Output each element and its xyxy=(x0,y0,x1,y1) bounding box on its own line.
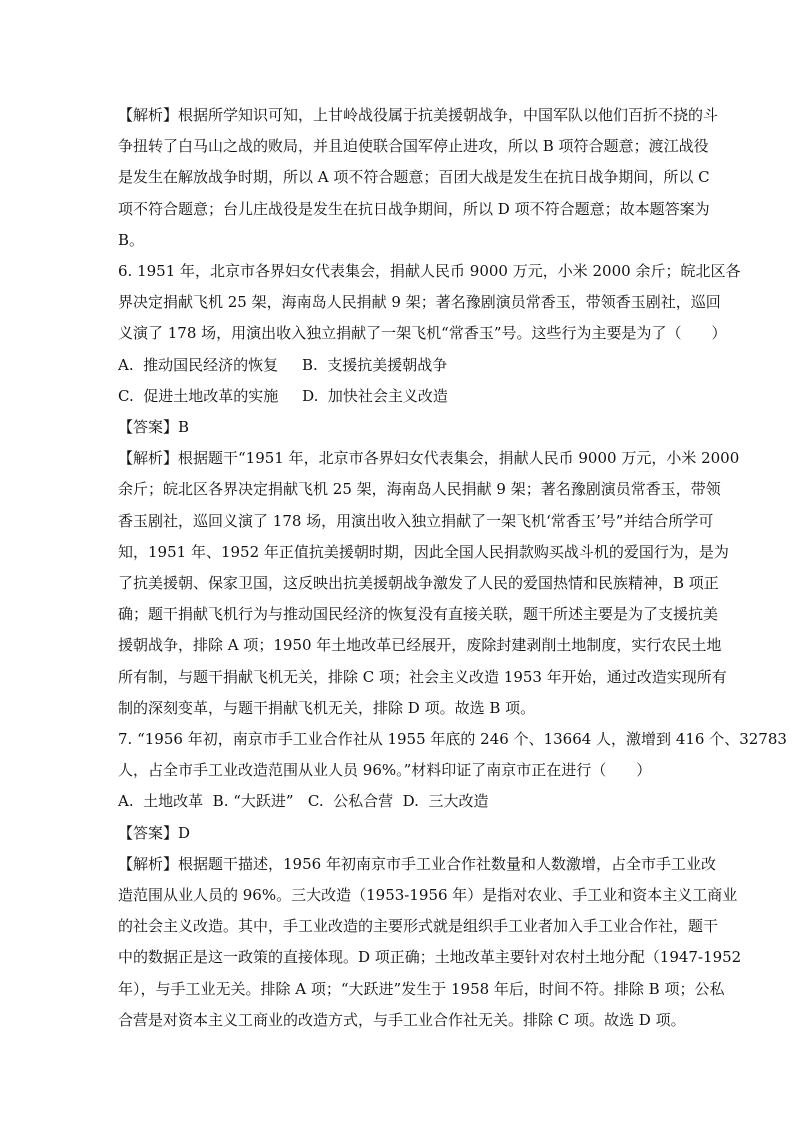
question-7 xyxy=(118,724,787,786)
text-line: 6. 1951 年，北京市各界妇女代表集会，捐献人民币 9000 万元，小米 2000 余斤；皖北区各 xyxy=(118,262,741,281)
analysis-q7 xyxy=(118,849,742,1036)
text-line: 确；题干捐献飞机行为与推动国民经济的恢复没有直接关联，题干所述主要是为了支援抗美 xyxy=(118,605,719,624)
answer-line: 【答案】B xyxy=(118,418,190,437)
text-line: 合营是对资本主义工商业的改造方式，与手工业合作社无关。排除 C 项。故选 D 项。 xyxy=(118,1010,686,1029)
text-line: 【解析】根据所学知识可知，上甘岭战役属于抗美援朝战争，中国军队以他们百折不挠的斗 xyxy=(118,106,719,124)
analysis-q6 xyxy=(118,443,740,724)
answer-q7 xyxy=(118,818,684,849)
text-line: 义演了 178 场，用演出收入独立捐献了一架飞机“常香玉”号。这些行为主要是为了（ ） xyxy=(118,324,727,343)
text-line: 人，占全市手工业改造范围从业人员 96%。”材料印证了南京市正在进行（ ） xyxy=(118,761,652,780)
text-line: 了抗美援朝、保家卫国，这反映出抗美援朝战争激发了人民的爱国热情和民族精神，B 项正 xyxy=(118,574,719,593)
text-line: 中的数据正是这一政策的直接体现。D 项正确；土地改革主要针对农村土地分配（1947-1952 xyxy=(118,948,742,967)
text-line: 【解析】根据题干“1951 年，北京市各界妇女代表集会，捐献人民币 9000 万元，小米 2000 xyxy=(118,449,740,468)
text-line: 项不符合题意；台儿庄战役是发生在抗日战争期间，所以 D 项不符合题意；故本题答案为 xyxy=(118,199,710,218)
answer-line: 【答案】D xyxy=(118,823,191,842)
question-6-options xyxy=(118,350,684,412)
question-7-options xyxy=(118,786,684,817)
text-line: 的社会主义改造。其中，手工业改造的主要形式就是组织手工业者加入手工业合作社，题干 xyxy=(118,917,719,936)
option-line: A. 土地改革 B. “大跃进” C. 公私合营 D. 三大改造 xyxy=(118,792,489,811)
text-line: 知，1951 年、1952 年正值抗美援朝时期，因此全国人民捐款购买战斗机的爱国行为，是为 xyxy=(118,542,729,561)
text-line: 争扭转了白马山之战的败局，并且迫使联合国军停止进攻，所以 B 项符合题意；渡江战役 xyxy=(118,137,709,156)
question-6 xyxy=(118,256,741,350)
text-line: 【解析】根据题干描述，1956 年初南京市手工业合作社数量和人数激增，占全市手工业改 xyxy=(118,854,716,873)
text-line: 7. “1956 年初，南京市手工业合作社从 1955 年底的 246 个、13664 人，激增到 416 个、32783 xyxy=(118,730,787,749)
text-line: 是发生在解放战争时期，所以 A 项不符合题意；百团大战是发生在抗日战争期间，所以 C xyxy=(118,168,710,187)
text-line: B。 xyxy=(118,230,145,249)
option-line: C. 促进土地改革的实施 D. 加快社会主义改造 xyxy=(118,386,448,405)
text-line: 所有制，与题干捐献飞机无关，排除 C 项；社会主义改造 1953 年开始，通过改造实现所有 xyxy=(118,667,727,686)
document-page xyxy=(118,100,787,1036)
text-line: 制的深刻变革，与题干捐献飞机无关，排除 D 项。故选 B 项。 xyxy=(118,698,536,717)
text-line: 造范围从业人员的 96%。三大改造（1953-1956 年）是指对农业、手工业和资本主义工商业 xyxy=(118,886,738,905)
option-line: A. 推动国民经济的恢复 B. 支援抗美援朝战争 xyxy=(118,355,448,374)
text-line: 年），与手工业无关。排除 A 项；“大跃进”发生于 1958 年后，时间不符。排除 B 项；公私 xyxy=(118,979,725,998)
text-line: 余斤；皖北区各界决定捐献飞机 25 架，海南岛人民捐献 9 架；著名豫剧演员常香玉，带领 xyxy=(118,480,721,499)
text-line: 援朝战争，排除 A 项；1950 年土地改革已经展开，废除封建剥削土地制度，实行农民土地 xyxy=(118,636,722,655)
analysis-q5 xyxy=(118,100,719,256)
text-line: 界决定捐献飞机 25 架，海南岛人民捐献 9 架；著名豫剧演员常香玉，带领香玉剧社，巡回 xyxy=(118,293,721,312)
answer-q6 xyxy=(118,412,684,443)
text-line: 香玉剧社，巡回义演了 178 场，用演出收入独立捐献了一架飞机‘常香玉’号”并结合所学可 xyxy=(118,511,714,530)
